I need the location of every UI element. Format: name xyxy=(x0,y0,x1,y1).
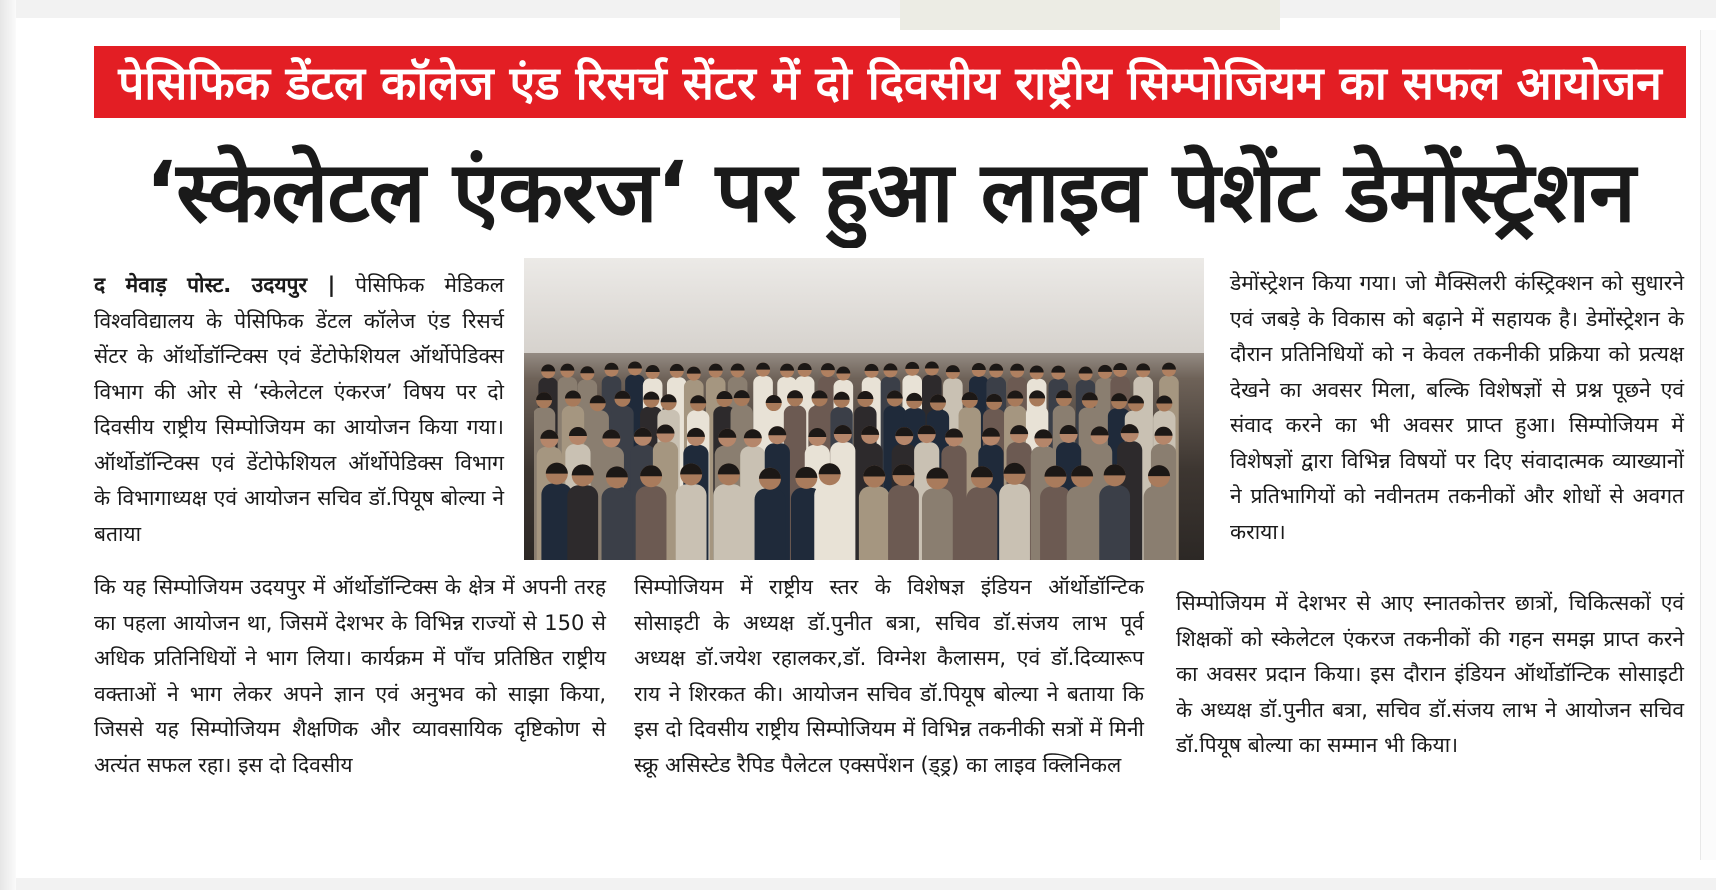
person-body xyxy=(1099,485,1130,560)
person-body xyxy=(602,487,633,560)
person-body xyxy=(567,485,598,560)
person-hair xyxy=(646,365,660,372)
page-left-margin xyxy=(0,0,16,890)
crowd-illustration xyxy=(534,328,1194,560)
person-body xyxy=(967,487,998,560)
person-hair xyxy=(989,364,1003,371)
kicker-banner xyxy=(94,46,1686,118)
col2-text: सिम्पोजियम में राष्ट्रीय स्तर के विशेषज्ञ इंडियन ऑर्थोडॉन्टिक सोसाइटी के अध्यक्ष डॉ.पुनीत बत्रा, सचिव डॉ.संजय लाभ पूर्व अध्यक्ष डॉ.जयेश रहालकर,डॉ. विग्नेश कैलासम, एवं डॉ.दिव्यारूप राय ने शिरकत की। आयोजन सचिव डॉ.पियूष बोल्या ने बताया कि इस दो दिवसीय राष्ट्रीय सिम्पोजियम में विभिन्न तकनीकी सत्रों में मिनी स्क्रू असिस्टेड रैपिड पैलेटल एक्सपेंशन (ड्ड्र) का लाइव क्लिनिकल xyxy=(634,575,1144,777)
person-body xyxy=(1144,486,1175,560)
person-hair xyxy=(1136,363,1150,370)
person-hair xyxy=(780,364,794,371)
person-body xyxy=(922,488,953,560)
person-hair xyxy=(605,363,619,370)
person-hair xyxy=(580,366,594,373)
article-column-2 xyxy=(634,570,1144,783)
article-column-1-bottom xyxy=(94,570,606,783)
col3-top-text: डेमोंस्ट्रेशन किया गया। जो मैक्सिलरी कंस्ट्रिक्शन को सुधारने एवं जबड़े के विकास को बढ़ाने में सहायक है। डेमोंस्ट्रेशन के दौरान प्रतिनिधियों को न केवल तकनीकी प्रक्रिया को प्रत्यक्ष देखने का अवसर मिला, बल्कि विशेषज्ञों से प्रश्न पूछने एवं संवाद करने का भी अवसर प्राप्त हुआ। सिम्पोजियम में विशेषज्ञों द्वारा विभिन्न विषयों पर दिए संवादात्मक व्याख्यानों ने प्रतिभागियों को नवीनतम तकनीकों और शोधों से अवगत कराया। xyxy=(1230,271,1684,544)
person-hair xyxy=(836,367,850,374)
person-body xyxy=(1040,487,1071,560)
adjacent-column-edge xyxy=(1700,30,1716,860)
person-hair xyxy=(925,362,939,369)
person-hair xyxy=(1113,363,1127,370)
article-column-3-bottom xyxy=(1176,586,1684,764)
person-hair xyxy=(687,367,701,374)
person-hair xyxy=(731,364,745,371)
person-hair xyxy=(798,363,812,370)
person-hair xyxy=(560,364,574,371)
top-clipping-strip xyxy=(900,0,1280,30)
headline: ‘स्केलेटल एंकरज‘ पर हुआ लाइव पेशेंट डेमोंस्ट्रेशन xyxy=(145,142,1635,241)
person-body xyxy=(999,484,1030,560)
person-hair xyxy=(905,362,919,369)
person-hair xyxy=(670,364,684,371)
person-hair xyxy=(756,363,770,370)
person-hair xyxy=(1098,365,1112,372)
kicker-text: पेसिफिक डेंटल कॉलेज एंड रिसर्च सेंटर में दो दिवसीय राष्ट्रीय सिम्पोजियम का सफल आयोजन xyxy=(118,56,1662,110)
person-hair xyxy=(972,363,986,370)
person-hair xyxy=(1079,367,1093,374)
article-column-3-top xyxy=(1230,266,1684,550)
person-hair xyxy=(946,365,960,372)
person-body xyxy=(814,484,845,560)
person-hair xyxy=(541,364,555,371)
person-body xyxy=(888,485,919,560)
article-column-1-top xyxy=(94,268,504,552)
person-hair xyxy=(1010,364,1024,371)
person-hair xyxy=(883,363,897,370)
person-body xyxy=(1067,486,1098,560)
person-body xyxy=(676,484,707,560)
person-hair xyxy=(709,364,723,371)
person-hair xyxy=(628,361,642,368)
person-hair xyxy=(865,364,879,371)
person-body xyxy=(636,486,667,560)
col3-bottom-text: सिम्पोजियम में देशभर से आए स्नातकोत्तर छात्रों, चिकित्सकों एवं शिक्षकों को स्केलेटल एंकरज तकनीकों की गहन समझ प्राप्त करने का अवसर प्रदान किया। इस दौरान इंडियन ऑर्थोडॉन्टिक सोसाइटी के अध्यक्ष डॉ.पुनीत बत्रा, सचिव डॉ.संजय लाभ ने आयोजन सचिव डॉ.पियूष बोल्या का सम्मान भी किया। xyxy=(1176,591,1684,757)
col1-bottom-text: कि यह सिम्पोजियम उदयपुर में ऑर्थोडॉन्टिक्स के क्षेत्र में अपनी तरह का पहला आयोजन था, जिसमें देशभर के विभिन्न राज्यों से 150 से अधिक प्रतिनिधियों ने भाग लिया। कार्यक्रम में पाँच प्रतिष्ठित राष्ट्रीय वक्ताओं ने भाग लेकर अपने ज्ञान एवं अनुभव को साझा किया, जिससे यह सिम्पोजियम शैक्षणिक और व्यावसायिक दृष्टिकोण से अत्यंत सफल रहा। इस दो दिवसीय xyxy=(94,575,606,777)
dateline: द मेवाड़ पोस्ट. उदयपुर | xyxy=(94,273,336,297)
person-body xyxy=(755,489,786,560)
person-hair xyxy=(821,363,835,370)
person-body xyxy=(713,484,744,560)
person-body xyxy=(859,486,890,560)
group-photo xyxy=(524,258,1204,560)
person-hair xyxy=(1162,363,1176,370)
col1-top-text: पेसिफिक मेडिकल विश्वविद्यालय के पेसिफिक डेंटल कॉलेज एंड रिसर्च सेंटर के ऑर्थोडॉन्टिक्स एवं डेंटोफेशियल ऑर्थोपेडिक्स विभाग की ओर से ‘स्केलेटल एंकरज’ विषय पर दो दिवसीय राष्ट्रीय सिम्पोजियम का आयोजन किया गया। ऑर्थोडॉन्टिक्स एवं डेंटोफेशियल ऑर्थोपेडिक्स विभाग के विभागाध्यक्ष एवं आयोजन सचिव डॉ.पियूष बोल्या ने बताया xyxy=(94,273,504,546)
person-hair xyxy=(1051,366,1065,373)
person-hair xyxy=(1030,365,1044,372)
